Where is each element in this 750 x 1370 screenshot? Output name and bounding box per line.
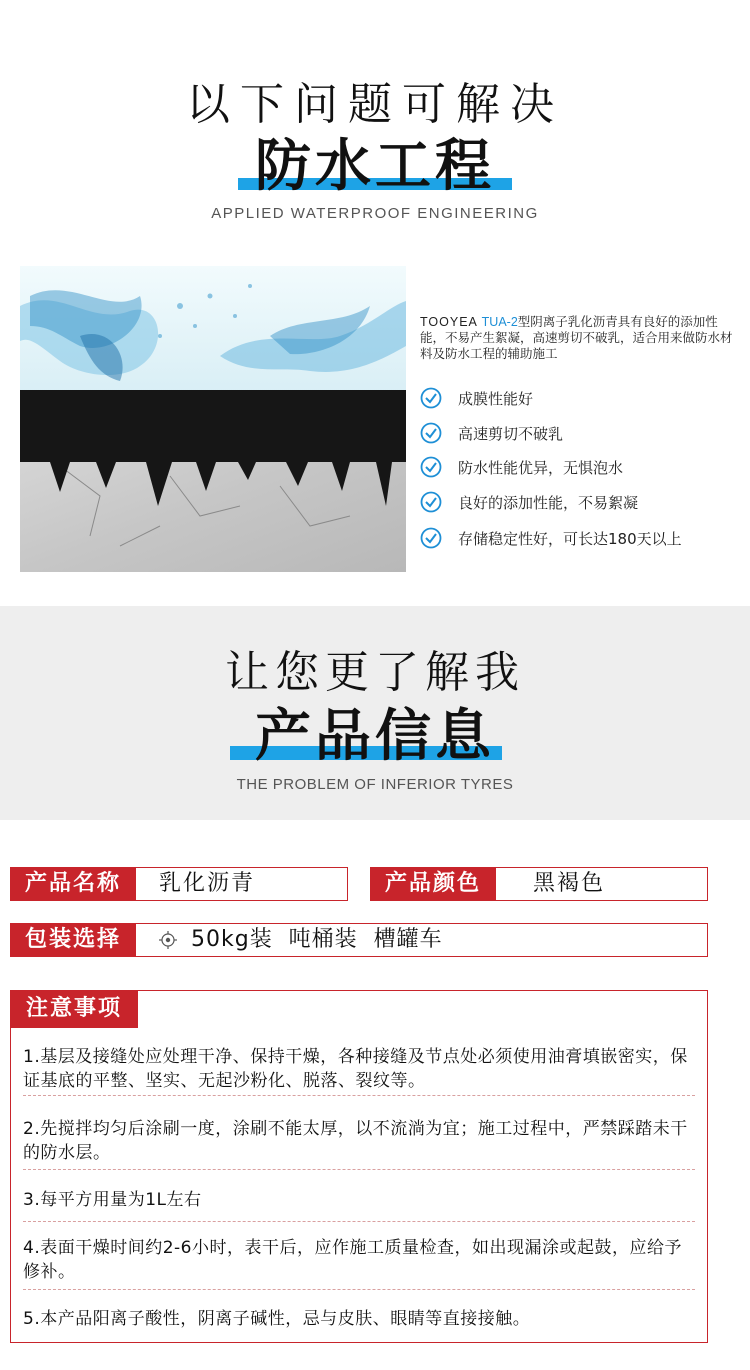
feature-label: 存储稳定性好，可长达180天以上 [458, 529, 682, 548]
section-title: 产品信息 [255, 704, 495, 769]
product-name-value: 乳化沥青 [159, 871, 256, 896]
feature-item [420, 421, 563, 445]
section-subtitle: 让您更了解我 [225, 647, 525, 698]
feature-item [420, 386, 533, 410]
packaging-label: 包装选择 [10, 923, 136, 957]
product-color-label: 产品颜色 [370, 867, 496, 901]
check-circle-icon [420, 422, 442, 444]
product-info-header [0, 606, 750, 820]
waterproof-section [0, 0, 750, 606]
notes-label: 注意事项 [10, 990, 138, 1028]
check-circle-icon [420, 387, 442, 409]
check-circle-icon [420, 456, 442, 478]
note-item: 5.本产品阳离子酸性，阴离子碱性，忌与皮肤、眼睛等直接接触。 [23, 1309, 531, 1329]
section-title: 防水工程 [255, 134, 495, 199]
target-icon [159, 931, 177, 949]
model-name: TUA-2 [481, 315, 518, 329]
product-color-value: 黑褐色 [533, 871, 606, 896]
product-color-row [370, 867, 708, 901]
note-item: 3.每平方用量为1L左右 [23, 1190, 202, 1210]
packaging-value: 50kg装 吨桶装 槽罐车 [191, 927, 443, 952]
description-text: 型阴离子乳化沥青具有良好的添加性能，不易产生絮凝，高速剪切不破乳，适合用来做防水材料及防水工程的辅助施工 [420, 314, 733, 361]
note-item: 1.基层及接缝处应处理干净、保持干燥，各种接缝及节点处必须使用油膏填嵌密实，保证基底的平整、坚实、无起沙粉化、脱落、裂纹等。 [23, 1047, 688, 1091]
section-english-title: APPLIED WATERPROOF ENGINEERING [211, 205, 539, 222]
feature-label: 防水性能优异，无惧泡水 [458, 458, 624, 477]
waterproof-illustration [20, 266, 406, 572]
check-circle-icon [420, 527, 442, 549]
section-subtitle: 以下问题可解决 [186, 79, 564, 130]
divider [23, 1169, 695, 1170]
feature-label: 成膜性能好 [458, 389, 534, 408]
divider [23, 1095, 695, 1096]
note-item: 2.先搅拌均匀后涂刷一度，涂刷不能太厚，以不流淌为宜；施工过程中，严禁踩踏未干的防水层。 [23, 1119, 688, 1163]
feature-item [420, 455, 623, 479]
divider [23, 1289, 695, 1290]
packaging-row [10, 923, 708, 957]
product-description [420, 314, 738, 362]
section-english-title: THE PROBLEM OF INFERIOR TYRES [236, 776, 514, 793]
feature-label: 良好的添加性能，不易絮凝 [458, 493, 639, 512]
check-circle-icon [420, 491, 442, 513]
note-item: 4.表面干燥时间约2-6小时，表干后，应作施工质量检查，如出现漏涂或起鼓，应给予修补。 [23, 1238, 682, 1282]
feature-label: 高速剪切不破乳 [458, 424, 564, 443]
product-name-label: 产品名称 [10, 867, 136, 901]
notes-box [10, 990, 708, 1343]
feature-item [420, 490, 638, 514]
brand-name: TOOYEA [420, 315, 482, 329]
feature-item [420, 526, 682, 550]
divider [23, 1221, 695, 1222]
product-name-row [10, 867, 348, 901]
